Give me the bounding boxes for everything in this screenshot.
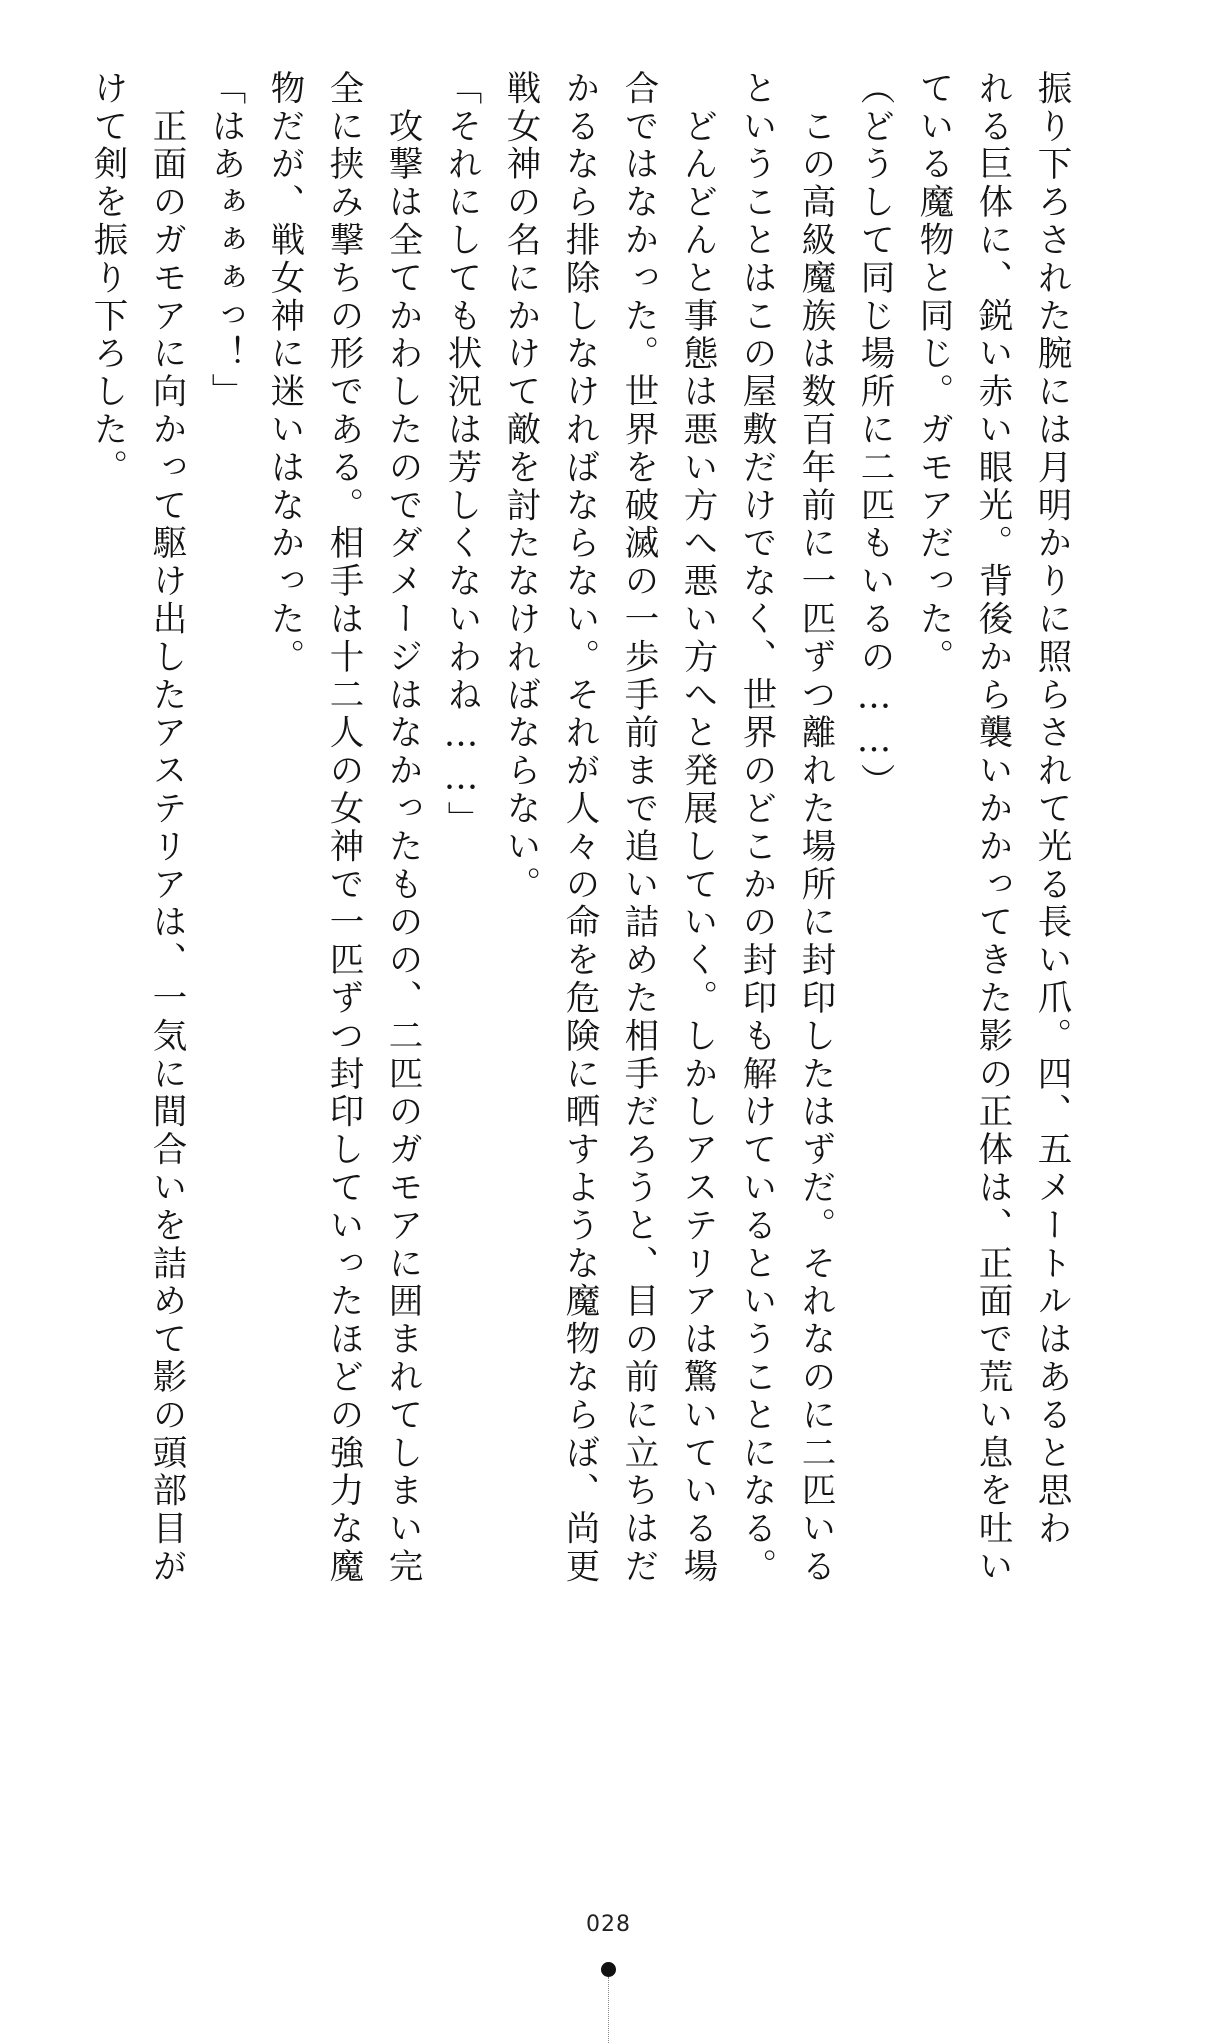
text-column: れる巨体に、鋭い赤い眼光。背後から襲いかかってきた影の正体は、正面で荒い息を吐い — [972, 70, 1012, 1587]
page-marker-line — [608, 1977, 610, 2043]
vertical-text-body — [87, 70, 1078, 1890]
text-column: 合ではなかった。世界を破滅の一歩手前まで追い詰めた相手だろうと、目の前に立ちはだ — [618, 70, 658, 1586]
text-column: 振り下ろされた腕には月明かりに照らされて光る長い爪。四、五メートルはあると思わ — [1031, 70, 1071, 1549]
text-column: （どうして同じ場所に二匹もいるの……） — [854, 70, 894, 802]
text-column: 戦女神の名にかけて敵を討たなければならない。 — [500, 70, 540, 904]
page-marker-dot — [601, 1962, 616, 1977]
page-number: 028 — [586, 1912, 631, 1937]
text-column: 「はあぁぁぁっ！」 — [205, 70, 245, 412]
text-column: 攻撃は全てかわしたのでダメージはなかったものの、二匹のガモアに囲まれてしまい完 — [382, 70, 422, 1586]
text-column: どんどんと事態は悪い方へ悪い方へと発展していく。しかしアステリアは驚いている場 — [677, 70, 717, 1586]
text-column: 物だが、戦女神に迷いはなかった。 — [264, 70, 304, 677]
text-column: この高級魔族は数百年前に一匹ずつ離れた場所に封印したはずだ。それなのに二匹いる — [795, 70, 835, 1586]
text-column: 全に挟み撃ちの形である。相手は十二人の女神で一匹ずつ封印していったほどの強力な魔 — [323, 70, 363, 1586]
text-column: かるなら排除しなければならない。それが人々の命を危険に晒すような魔物ならば、尚更 — [559, 70, 599, 1586]
text-column: けて剣を振り下ろした。 — [87, 70, 127, 487]
text-column: 正面のガモアに向かって駆け出したアステリアは、一気に間合いを詰めて影の頭部目が — [146, 70, 186, 1586]
text-column: 「それにしても状況は芳しくないわね……」 — [441, 70, 481, 839]
text-column: ということはこの屋敷だけでなく、世界のどこかの封印も解けているということになる。 — [736, 70, 776, 1586]
text-column: ている魔物と同じ。ガモアだった。 — [913, 70, 953, 677]
